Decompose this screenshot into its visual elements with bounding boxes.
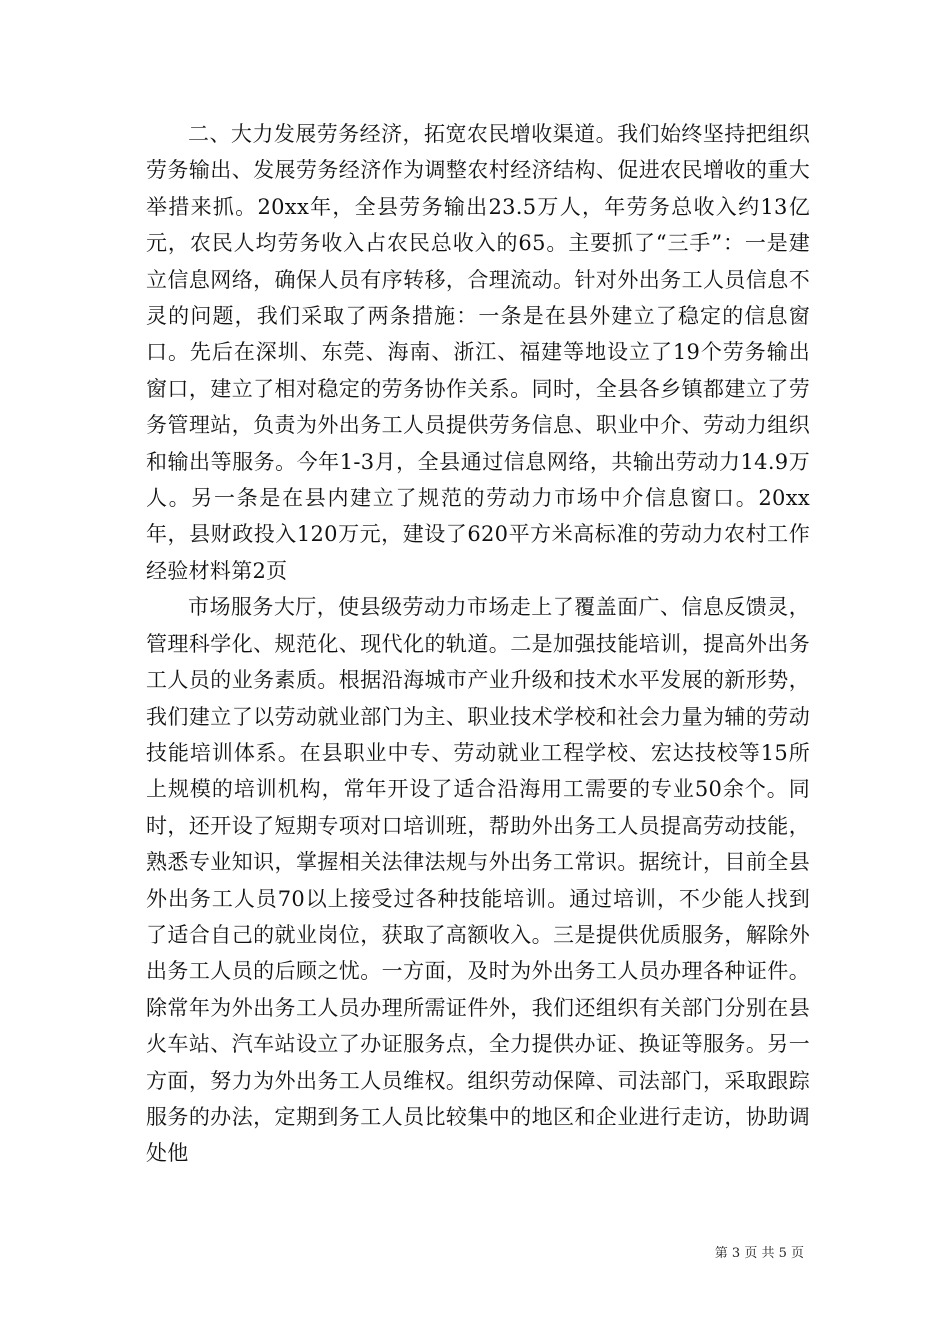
document-body <box>146 116 810 1172</box>
paragraph-market-service: 市场服务大厅，使县级劳动力市场走上了覆盖面广、信息反馈灵，管理科学化、规范化、现代化的轨道。二是加强技能培训，提高外出务工人员的业务素质。根据沿海城市产业升级和技术水平发展的新形势，我们建立了以劳动就业部门为主、职业技术学校和社会力量为辅的劳动技能培训体系。在县职业中专、劳动就业工程学校、宏达技校等15所上规模的培训机构，常年开设了适合沿海用工需要的专业50余个。同时，还开设了短期专项对口培训班，帮助外出务工人员提高劳动技能，熟悉专业知识，掌握相关法律法规与外出务工常识。据统计，目前全县外出务工人员70以上接受过各种技能培训。通过培训，不少能人找到了适合自己的就业岗位，获取了高额收入。三是提供优质服务，解除外出务工人员的后顾之忧。一方面，及时为外出务工人员办理各种证件。除常年为外出务工人员办理所需证件外，我们还组织有关部门分别在县火车站、汽车站设立了办证服务点，全力提供办证、换证等服务。另一方面，努力为外出务工人员维权。组织劳动保障、司法部门，采取跟踪服务的办法，定期到务工人员比较集中的地区和企业进行走访，协助调处他 <box>146 595 810 1166</box>
page-number: 第 3 页 共 5 页 <box>714 1246 804 1261</box>
paragraph-labor-economy: 二、大力发展劳务经济，拓宽农民增收渠道。我们始终坚持把组织劳务输出、发展劳务经济作为调整农村经济结构、促进农民增收的重大举措来抓。20xx年，全县劳务输出23.5万人，年劳务总收入约13亿元，农民人均劳务收入占农民总收入的65。主要抓了“三手”：一是建立信息网络，确保人员有序转移，合理流动。针对外出务工人员信息不灵的问题，我们采取了两条措施：一条是在县外建立了稳定的信息窗口。先后在深圳、东莞、海南、浙江、福建等地设立了19个劳务输出窗口，建立了相对稳定的劳务协作关系。同时，全县各乡镇都建立了劳务管理站，负责为外出务工人员提供劳务信息、职业中介、劳动力组织和输出等服务。今年1-3月，全县通过信息网络，共输出劳动力14.9万人。另一条是在县内建立了规范的劳动力市场中介信息窗口。20xx年，县财政投入120万元，建设了620平方米高标准的劳动力农村工作经验材料第2页 <box>146 122 810 583</box>
